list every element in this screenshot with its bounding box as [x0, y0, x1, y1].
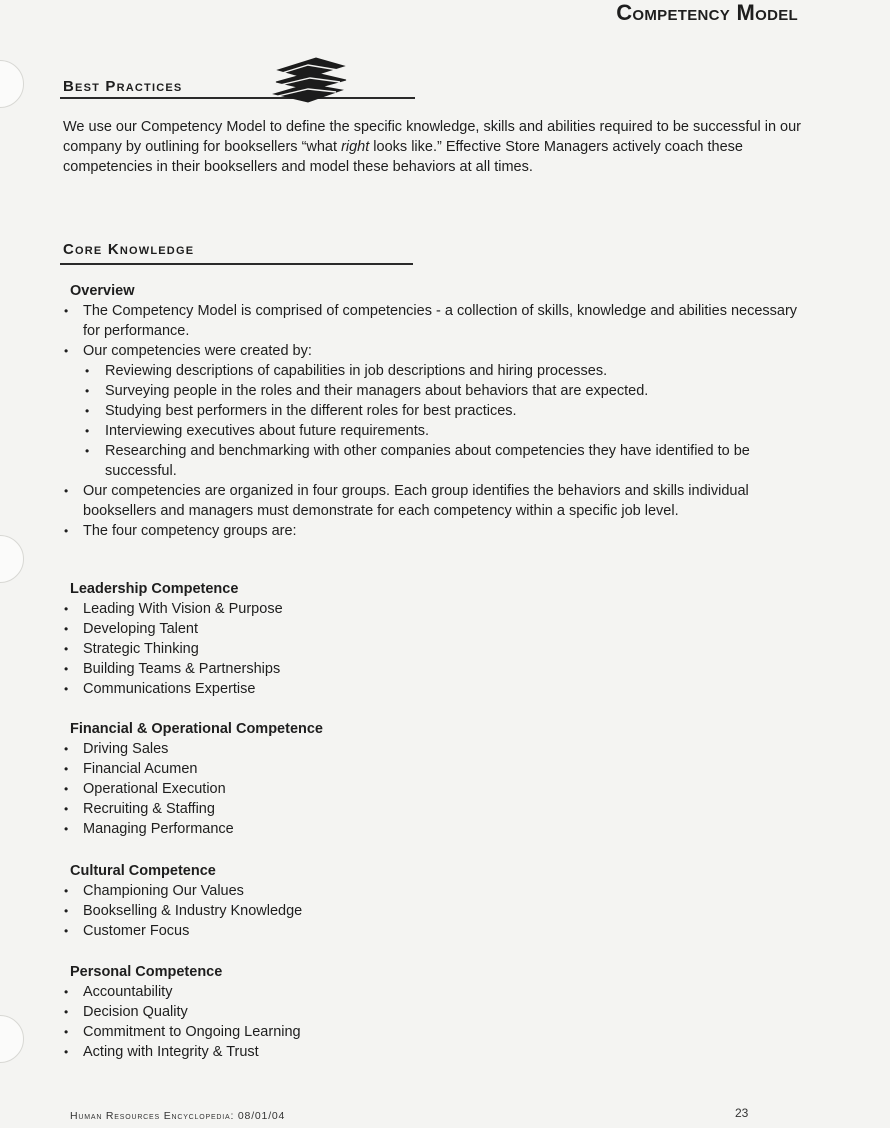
- group-title: Leadership Competence: [70, 581, 239, 597]
- list-item: • Building Teams & Partnerships: [62, 659, 470, 679]
- list-item: • Commitment to Ongoing Learning: [62, 1022, 470, 1042]
- page-number: 23: [735, 1106, 749, 1120]
- list-item: • Bookselling & Industry Knowledge: [62, 901, 470, 921]
- group-title: Cultural Competence: [70, 863, 216, 879]
- list-item: • Managing Performance: [62, 819, 470, 839]
- group-title: Personal Competence: [70, 964, 223, 980]
- group-leadership: [70, 579, 470, 699]
- sub-list-item: • Researching and benchmarking with other companies about competencies they have identified to be successful.: [83, 441, 800, 481]
- list-item: • Leading With Vision & Purpose: [62, 599, 470, 619]
- list-item: • Financial Acumen: [62, 759, 470, 779]
- binder-hole: [0, 60, 24, 108]
- list-item: • Accountability: [62, 982, 470, 1002]
- group-cultural: [70, 861, 470, 941]
- sub-list: [62, 361, 800, 481]
- core-knowledge-heading: Core Knowledge: [63, 241, 195, 258]
- list-item: • Our competencies are organized in four groups. Each group identifies the behaviors and skills individual booksellers and managers must demonstrate for each competency within a specific job level.: [62, 481, 800, 521]
- group-title: Financial & Operational Competence: [70, 721, 323, 737]
- sub-list-item: • Interviewing executives about future requirements.: [83, 421, 800, 441]
- book-stack-icon: [272, 54, 352, 106]
- page-title: Competency Model: [616, 0, 798, 25]
- list-item: • Recruiting & Staffing: [62, 799, 470, 819]
- sub-list-item: • Reviewing descriptions of capabilities in job descriptions and hiring processes.: [83, 361, 800, 381]
- core-knowledge-rule: [60, 263, 413, 265]
- list-item: • Driving Sales: [62, 739, 470, 759]
- list-item: • Communications Expertise: [62, 679, 470, 699]
- best-practices-paragraph: We use our Competency Model to define the specific knowledge, skills and abilities required to be successful in our company by outlining for booksellers “what right looks like.” Effective Store Managers actively coach these competencies in their booksellers and model these behaviors at all times.: [63, 119, 802, 175]
- overview-section: [70, 281, 800, 541]
- sub-list-item: • Studying best performers in the different roles for best practices.: [83, 401, 800, 421]
- footer-source: Human Resources Encyclopedia: 08/01/04: [70, 1110, 286, 1122]
- binder-hole: [0, 535, 24, 583]
- group-personal: [70, 962, 470, 1062]
- binder-hole: [0, 1015, 24, 1063]
- list-item: • The Competency Model is comprised of competencies - a collection of skills, knowledge and abilities necessary for performance.: [62, 301, 800, 341]
- best-practices-rule: [60, 97, 415, 99]
- list-item: • The four competency groups are:: [62, 521, 800, 541]
- list-item: • Strategic Thinking: [62, 639, 470, 659]
- list-item: • Operational Execution: [62, 779, 470, 799]
- overview-title: Overview: [70, 283, 135, 299]
- italic-emphasis: right: [341, 139, 370, 155]
- list-item: • Championing Our Values: [62, 881, 470, 901]
- overview-list: [62, 301, 800, 541]
- list-item: • Customer Focus: [62, 921, 470, 941]
- list-item: • Acting with Integrity & Trust: [62, 1042, 470, 1062]
- sub-list-container: [62, 361, 800, 481]
- group-financial-operational: [70, 719, 470, 839]
- list-item: • Decision Quality: [62, 1002, 470, 1022]
- list-item: • Our competencies were created by:: [62, 341, 800, 361]
- list-item: • Developing Talent: [62, 619, 470, 639]
- sub-list-item: • Surveying people in the roles and their managers about behaviors that are expected.: [83, 381, 800, 401]
- best-practices-heading: Best Practices: [63, 78, 183, 95]
